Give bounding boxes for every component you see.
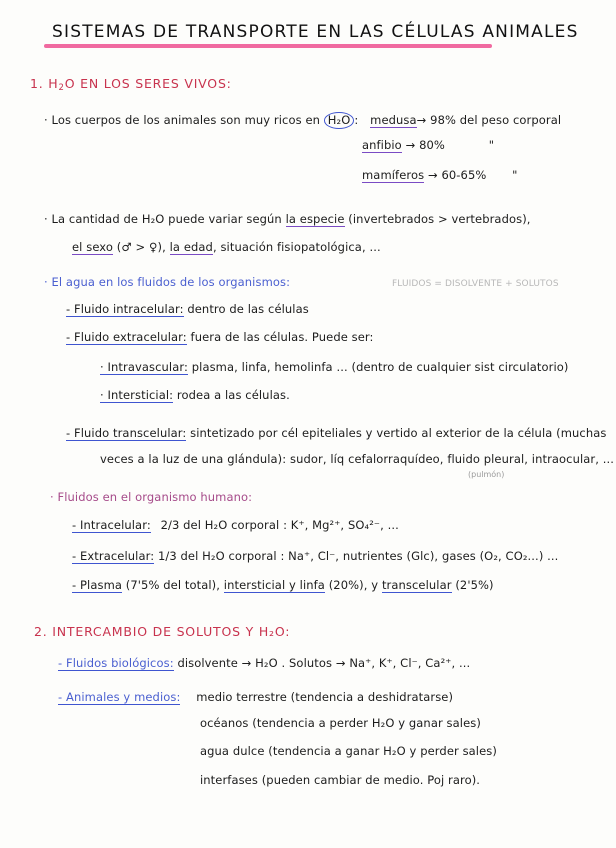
- line-oceans: océanos (tendencia a perder H₂O y ganar sales): [200, 716, 481, 730]
- h2o-circled: H₂O: [324, 112, 355, 129]
- line-body-water: [44, 112, 561, 129]
- text: · La cantidad de H₂O puede variar según: [44, 212, 282, 226]
- line-interfaces: interfases (pueden cambiar de medio. Poj raro).: [200, 773, 481, 787]
- line-extracellular: [66, 330, 374, 345]
- especie-label: la especie: [285, 212, 345, 226]
- heading-sub: 2: [58, 83, 65, 93]
- text: (♂ > ♀),: [116, 240, 166, 254]
- label: · Intravascular:: [100, 360, 188, 374]
- anfibio-label: anfibio: [362, 138, 402, 152]
- text: 1/3 del H₂O corporal : Na⁺, Cl⁻, nutrientes (Glc), gases (O₂, CO₂...) ...: [157, 549, 559, 563]
- line-intravascular: [100, 360, 569, 375]
- mamiferos-label: mamíferos: [362, 168, 425, 182]
- section-2-heading: 2. INTERCAMBIO DE SOLUTOS Y H₂O:: [34, 624, 291, 639]
- text: medio terrestre (tendencia a deshidratarse): [196, 690, 454, 704]
- text: (7'5% del total),: [125, 578, 221, 592]
- pulmon-note: (pulmón): [468, 470, 505, 479]
- text: rodea a las células.: [176, 388, 290, 402]
- text: · Los cuerpos de los animales son muy ricos en: [44, 113, 321, 127]
- edad-label: la edad: [169, 240, 213, 254]
- line-human-extracellular: [72, 549, 558, 564]
- line-transcellular-cont: veces a la luz de una glándula): sudor, líq cefalorraquídeo, fluido pleural, intraocular, ...: [100, 452, 615, 466]
- text: del H₂O corporal : K⁺, Mg²⁺, SO₄²⁻, ...: [183, 518, 399, 532]
- fraction: 2/3: [160, 518, 180, 532]
- line-sex-age: [72, 240, 381, 255]
- title-underline: [44, 44, 492, 48]
- label: - Animales y medios:: [58, 690, 181, 704]
- label: - Extracelular:: [72, 549, 155, 563]
- document-title: SISTEMAS DE TRANSPORTE EN LAS CÉLULAS ANIMALES: [52, 22, 579, 42]
- line-freshwater: agua dulce (tendencia a ganar H₂O y perder sales): [200, 744, 497, 758]
- label: - Fluido intracelular:: [66, 302, 184, 316]
- transcelular-label: transcelular: [381, 578, 452, 592]
- sexo-label: el sexo: [72, 240, 113, 254]
- anfibio-value: → 80%: [405, 138, 445, 152]
- colon: :: [354, 113, 359, 127]
- line-human-fluids-heading: · Fluidos en el organismo humano:: [50, 490, 253, 504]
- line-human-intracellular: [72, 518, 399, 533]
- label: - Fluido transcelular:: [66, 426, 187, 440]
- line-intracellular: [66, 302, 309, 317]
- label: - Fluidos biológicos:: [58, 656, 174, 670]
- heading-pre: 1. H: [30, 76, 59, 91]
- line-animals-media: [58, 690, 453, 705]
- label: - Fluido extracelular:: [66, 330, 187, 344]
- text: plasma, linfa, hemolinfa ... (dentro de cualquier sist circulatorio): [191, 360, 569, 374]
- heading-post: O EN LOS SERES VIVOS:: [64, 76, 232, 91]
- intersticial-label: intersticial y linfa: [223, 578, 325, 592]
- label: - Intracelular:: [72, 518, 151, 532]
- line-anfibio: [362, 138, 494, 153]
- section-1-heading: [30, 76, 232, 93]
- text: , situación fisiopatológica, ...: [212, 240, 381, 254]
- medusa-value: → 98% del peso corporal: [416, 113, 562, 127]
- text: sintetizado por cél epiteliales y vertido al exterior de la célula (muchas: [190, 426, 607, 440]
- medusa-label: medusa: [370, 113, 417, 127]
- text: (20%), y: [328, 578, 379, 592]
- line-biological-fluids: [58, 656, 470, 671]
- text: dentro de las células: [187, 302, 309, 316]
- label: · Intersticial:: [100, 388, 174, 402]
- fluids-definition-note: FLUIDOS = DISOLVENTE + SOLUTOS: [392, 279, 559, 289]
- ditto-mark: ": [512, 168, 518, 182]
- line-mamiferos: [362, 168, 518, 183]
- mamiferos-value: → 60-65%: [427, 168, 487, 182]
- text: (2'5%): [455, 578, 494, 592]
- line-plasma: [72, 578, 494, 593]
- label: - Plasma: [72, 578, 123, 592]
- line-water-variation: [44, 212, 531, 227]
- ditto-mark: ": [488, 138, 495, 152]
- line-fluids-heading: · El agua en los fluidos de los organismos:: [44, 275, 291, 289]
- text: disolvente → H₂O . Solutos → Na⁺, K⁺, Cl⁻, Ca²⁺, ...: [177, 656, 471, 670]
- text: fuera de las células. Puede ser:: [190, 330, 374, 344]
- line-transcellular: [66, 426, 606, 441]
- line-interstitial: [100, 388, 290, 403]
- text: (invertebrados > vertebrados),: [348, 212, 531, 226]
